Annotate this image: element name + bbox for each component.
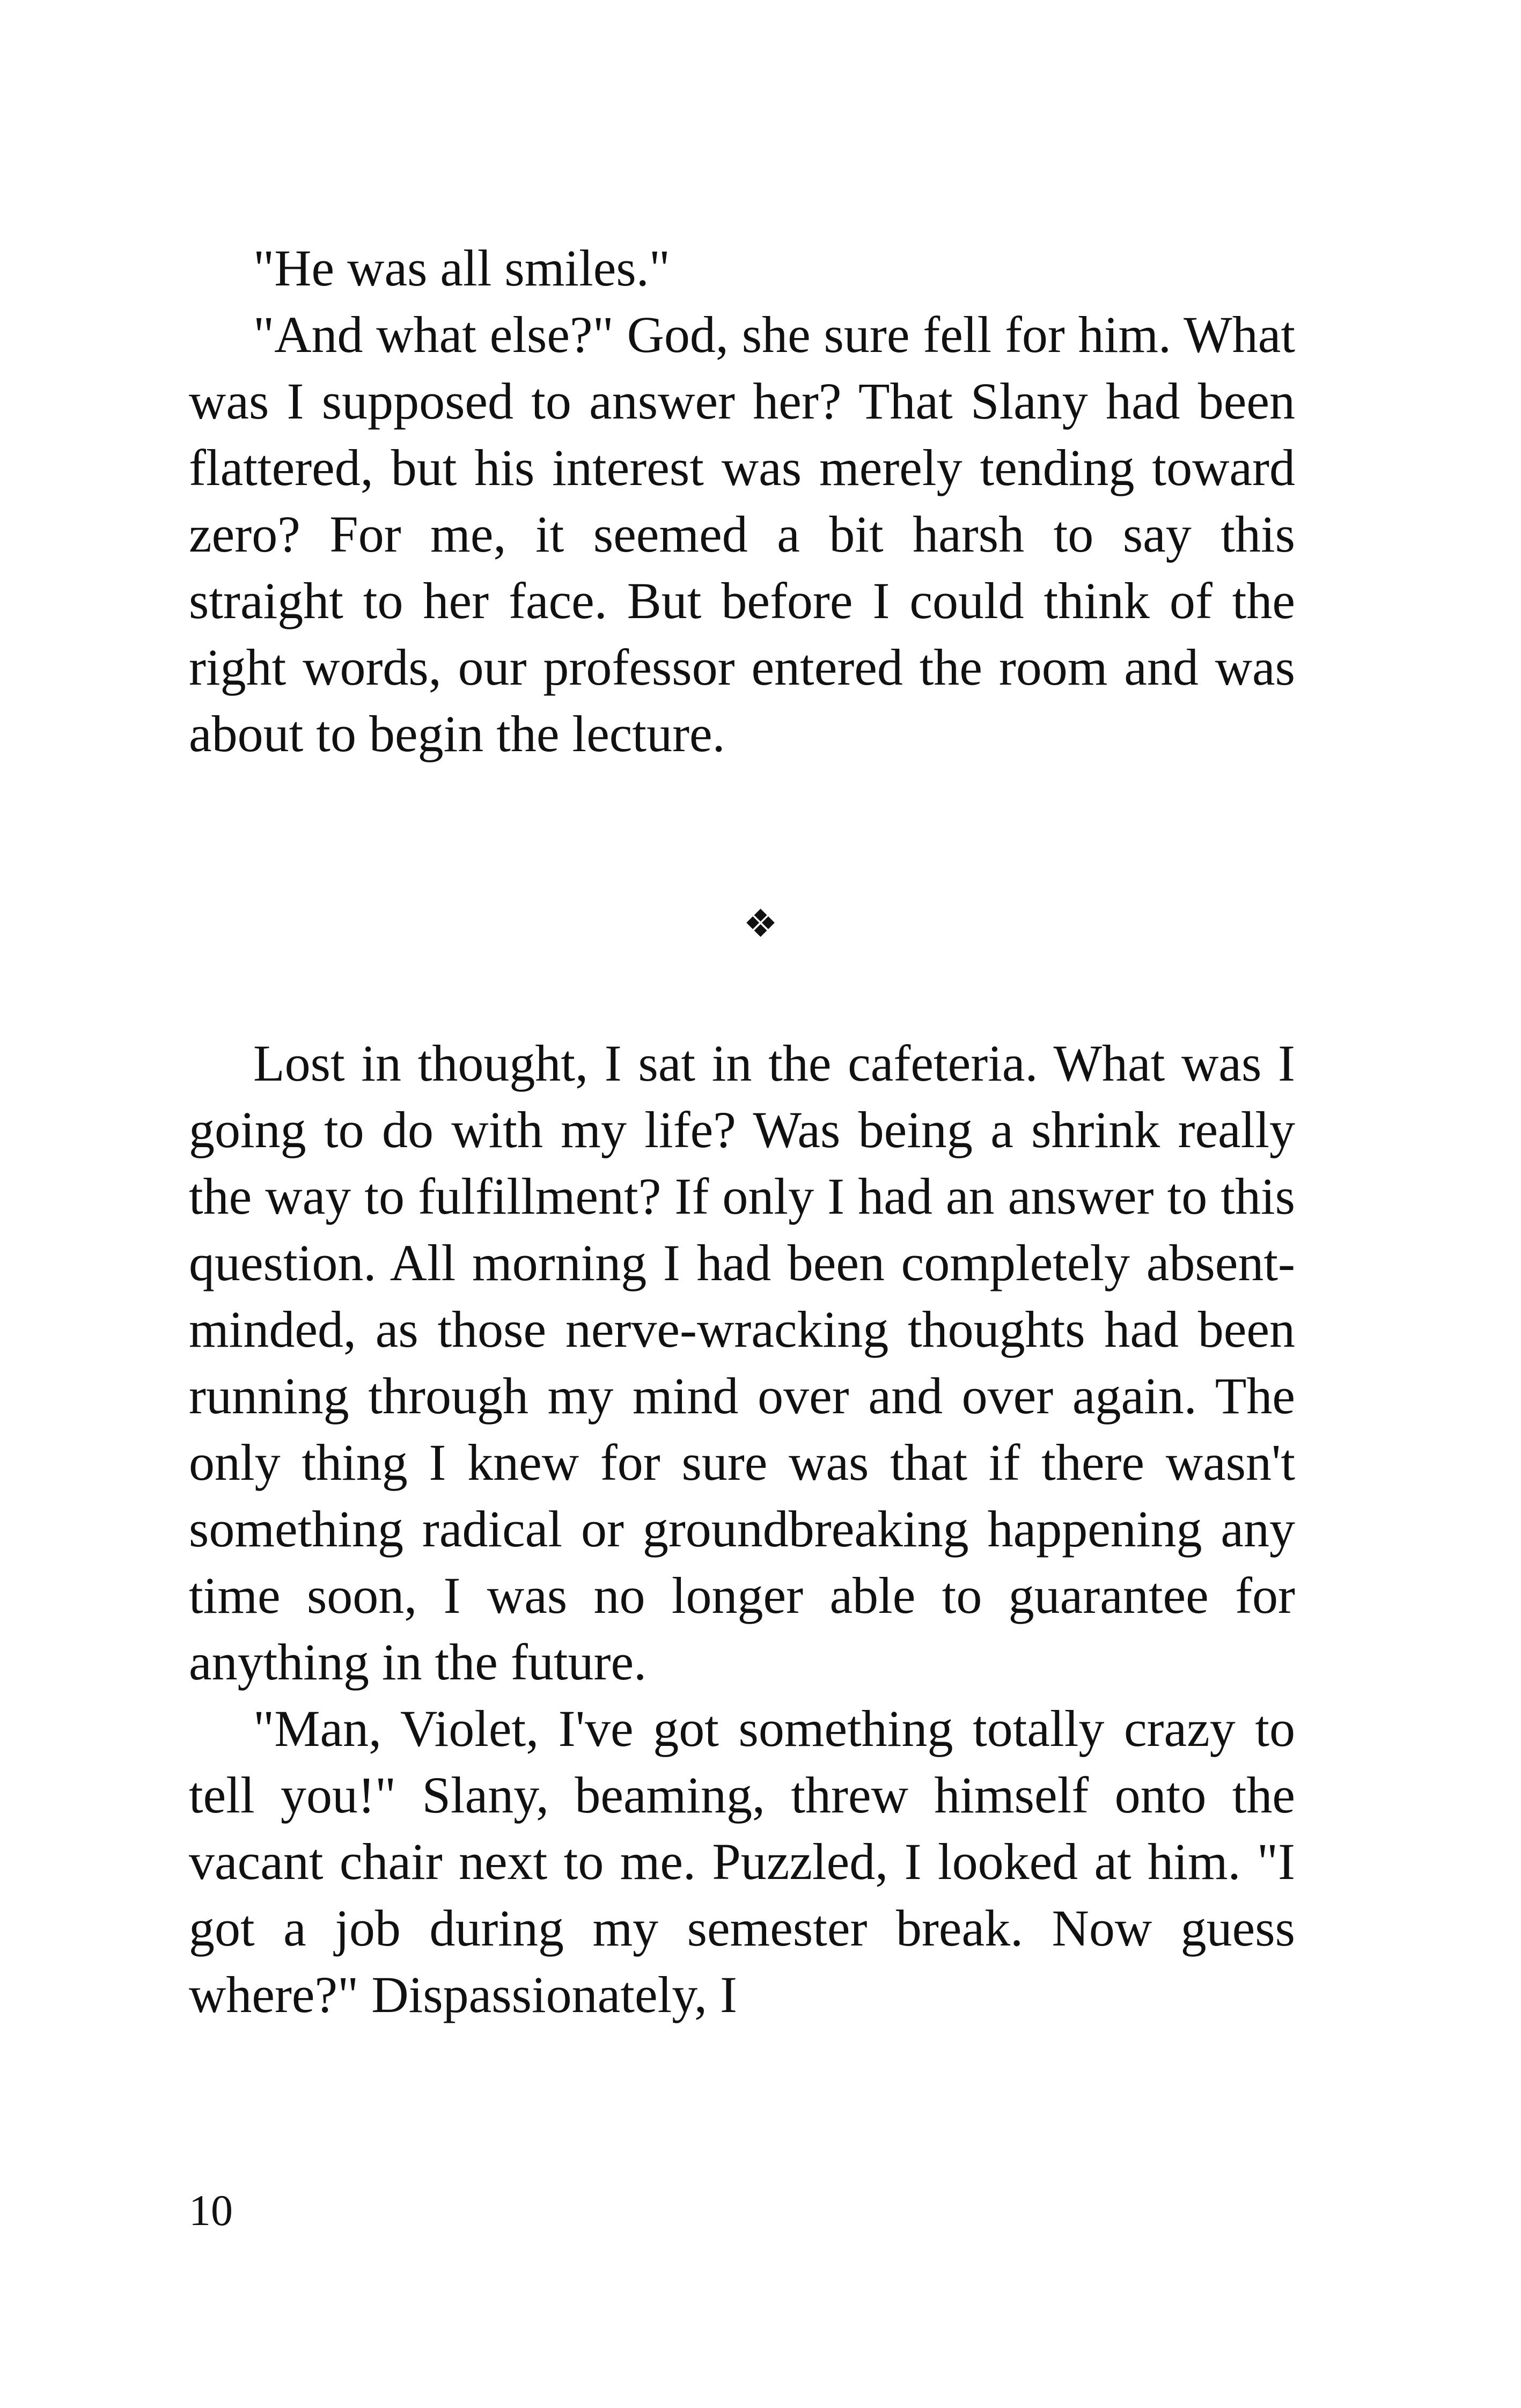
text-block-bottom xyxy=(189,1030,1295,2028)
text-block-top xyxy=(189,235,1295,767)
paragraph: Lost in thought, I sat in the cafeteria. What was I going to do with my life? Was being a shrink really the way to fulfillment? If only I had an answer to this question. All morning I had been completely absent-minded, as those nerve-wracking thoughts had been running through my mind over and over again. The only thing I knew for sure was that if there wasn't something radical or groundbreaking happening any time soon, I was no longer able to guarantee for anything in the future. xyxy=(189,1034,1295,1691)
paragraph: "Man, Violet, I've got something totally crazy to tell you!" Slany, beaming, threw himself onto the vacant chair next to me. Puzzled, I looked at him. "I got a job during my semester break. Now guess where?" Dispassionately, I xyxy=(189,1700,1295,2023)
paragraph: "And what else?" God, she sure fell for him. What was I supposed to answer her? That Slany had been flattered, but his interest was merely tending toward zero? For me, it seemed a bit harsh to say this straight to her face. But before I could think of the right words, our professor entered the room and was about to begin the lecture. xyxy=(189,306,1295,762)
four-diamond-ornament-icon: ❖ xyxy=(743,901,778,946)
page-number: 10 xyxy=(189,2186,233,2235)
paragraph: "He was all smiles." xyxy=(253,239,670,297)
